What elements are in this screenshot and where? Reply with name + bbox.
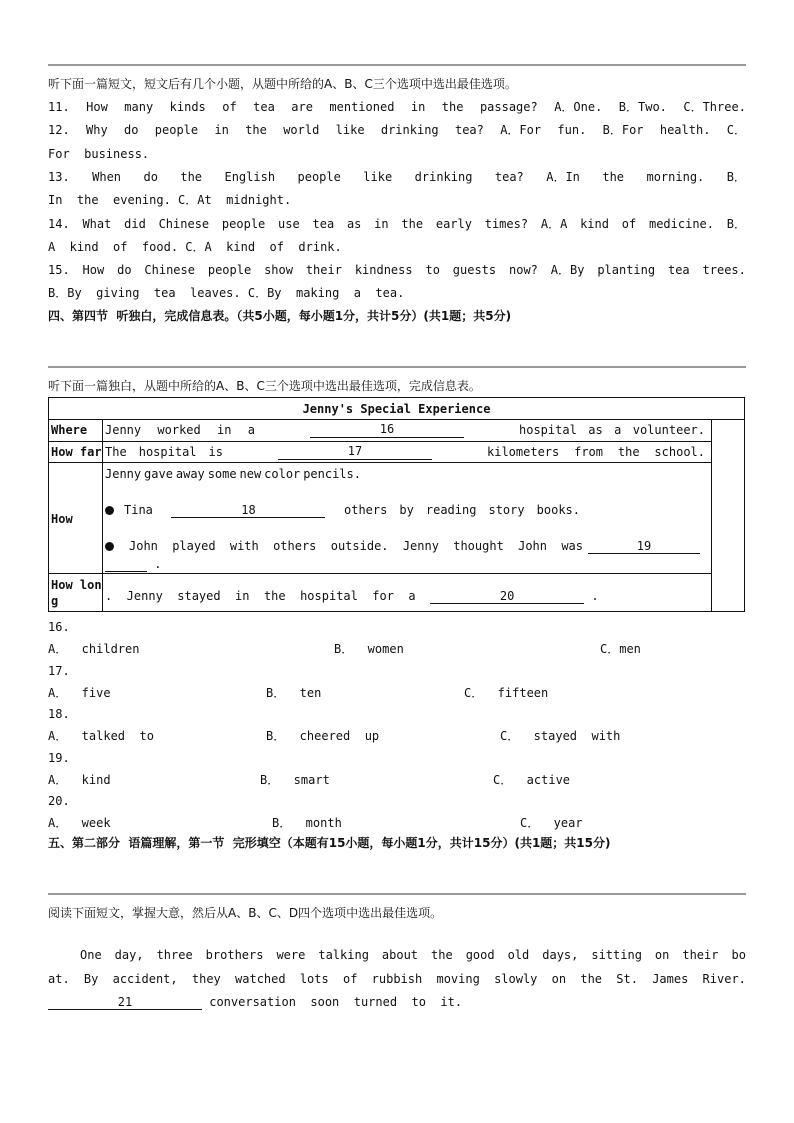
blank-17[interactable]: 17 xyxy=(278,444,432,460)
word: the xyxy=(245,123,267,137)
word: 13. xyxy=(48,170,70,184)
word: in xyxy=(217,423,232,437)
option-a[interactable]: A． week xyxy=(48,816,111,830)
word: the xyxy=(580,972,603,986)
row-label-how-long: How lon xyxy=(51,578,102,592)
word: worked xyxy=(157,423,201,437)
word: do xyxy=(124,123,139,137)
word: people xyxy=(207,263,252,277)
option-a[interactable]: A． talked to xyxy=(48,729,154,743)
section-5-heading: 五、第二部分 语篇理解，第一节 完形填空（本题有15小题，每小题1分，共计15分）(共1题；共15分) xyxy=(48,836,611,850)
word: hospital xyxy=(138,445,197,459)
word: gave xyxy=(144,467,173,481)
word: people xyxy=(221,217,266,231)
word: do xyxy=(143,170,158,184)
word: story xyxy=(488,503,525,517)
option-b[interactable]: B． women xyxy=(334,642,404,656)
word: accident, xyxy=(112,972,178,986)
word: at. xyxy=(48,972,70,986)
option-a[interactable]: A． kind xyxy=(48,772,111,787)
word: they xyxy=(191,972,221,986)
question-15 xyxy=(48,262,746,278)
blank-18[interactable]: 18 xyxy=(171,503,325,518)
word: school. xyxy=(654,445,705,459)
word: trees. xyxy=(702,263,746,277)
option-b[interactable]: B． smart xyxy=(260,772,330,787)
passage-line-1 xyxy=(80,947,746,963)
word: is xyxy=(208,445,223,459)
word: Chinese xyxy=(158,217,210,231)
part3-instruction: 听下面一篇短文，短文后有几个小题，从题中所给的A、B、C三个选项中选出最佳选项。 xyxy=(48,77,517,91)
word: played xyxy=(172,539,216,553)
word: their xyxy=(305,263,342,277)
word: brothers xyxy=(205,948,264,962)
word: Jenny xyxy=(402,539,439,553)
word: sitting xyxy=(591,948,642,962)
word: on xyxy=(654,948,670,962)
option-c[interactable]: C． fifteen xyxy=(464,685,549,700)
question-12 xyxy=(48,122,746,138)
question-15-cont: B．By giving tea leaves. C．By making a tea. xyxy=(48,286,405,300)
word: outside. xyxy=(330,539,389,553)
word: the xyxy=(602,170,625,184)
question-13-cont: In the evening. C．At midnight. xyxy=(48,193,292,207)
word: three xyxy=(156,948,193,962)
word: the xyxy=(431,948,453,962)
row-how-long-text: . Jenny stayed in the hospital for a 20 . xyxy=(105,589,599,603)
word: B． xyxy=(726,217,746,231)
word: guests xyxy=(452,263,497,277)
word: a xyxy=(614,423,622,437)
word: kilometers xyxy=(487,445,560,459)
word: about xyxy=(381,948,419,962)
word: reading xyxy=(425,503,477,517)
word: drinking xyxy=(380,123,439,137)
word: medicine. xyxy=(648,217,714,231)
word: pencils. xyxy=(303,467,361,481)
section-divider xyxy=(48,893,746,895)
word: do xyxy=(117,263,132,277)
how-line-john xyxy=(105,538,700,554)
word: St. xyxy=(616,972,638,986)
word: a xyxy=(247,423,255,437)
word: now? xyxy=(509,263,538,277)
option-b[interactable]: B． month xyxy=(272,816,342,830)
word: in xyxy=(410,100,426,114)
part5-instruction: 阅读下面短文，掌握大意，然后从A、B、C、D四个选项中选出最佳选项。 xyxy=(48,906,443,920)
word: show xyxy=(264,263,293,277)
word: days, xyxy=(542,948,579,962)
word: 11. xyxy=(48,100,70,114)
word: watched xyxy=(235,972,286,986)
word: from xyxy=(574,445,604,459)
word: tea xyxy=(312,217,335,231)
word: How xyxy=(82,263,105,277)
word: early xyxy=(435,217,472,231)
row-label-how-far: How far xyxy=(51,445,102,459)
word: of xyxy=(222,100,237,114)
word: mentioned xyxy=(329,100,395,114)
question-number: 20. xyxy=(48,794,70,808)
word: were xyxy=(276,948,306,962)
word: as xyxy=(346,217,362,231)
word: C． xyxy=(726,123,746,137)
word: A．A xyxy=(540,217,568,231)
option-a[interactable]: A． children xyxy=(48,642,140,656)
row-label-how-long-wrap: g xyxy=(51,594,59,608)
word: new xyxy=(239,467,262,481)
word: did xyxy=(124,217,146,231)
word: A．By xyxy=(550,263,585,277)
word: Chinese xyxy=(144,263,195,277)
word: health. xyxy=(659,123,711,137)
word: volunteer. xyxy=(632,423,705,437)
word: people xyxy=(154,123,199,137)
word: C．Three. xyxy=(683,100,746,114)
word: bo xyxy=(731,948,746,962)
word: others xyxy=(273,539,317,553)
word: A．One. xyxy=(554,100,603,114)
word: as xyxy=(588,423,603,437)
word: tea xyxy=(667,263,690,277)
word: on xyxy=(551,972,567,986)
word: times? xyxy=(484,217,529,231)
word: By xyxy=(83,972,99,986)
passage-line-2 xyxy=(48,971,746,987)
word: books. xyxy=(536,503,580,517)
section-divider xyxy=(48,64,746,66)
word: drinking xyxy=(414,170,473,184)
word: the xyxy=(441,100,464,114)
word: moving xyxy=(436,972,480,986)
word: their xyxy=(682,948,719,962)
word: some xyxy=(207,467,237,481)
word: A．For xyxy=(500,123,542,137)
option-a[interactable]: A． five xyxy=(48,685,111,700)
question-13 xyxy=(48,169,746,185)
word: of xyxy=(342,972,358,986)
question-12-cont: For business. xyxy=(48,147,150,161)
word: tea? xyxy=(494,170,524,184)
word: good xyxy=(465,948,495,962)
word: like xyxy=(363,170,393,184)
how-line-1 xyxy=(105,466,361,482)
question-number: 18. xyxy=(48,707,70,721)
word: B．For xyxy=(602,123,644,137)
word: thought xyxy=(453,539,504,553)
word: 14. xyxy=(48,217,70,231)
how-line-john-cont: . xyxy=(105,556,161,572)
word: of xyxy=(621,217,637,231)
row-label-where: Where xyxy=(51,423,88,437)
word: the xyxy=(617,445,640,459)
word: River. xyxy=(702,972,746,986)
question-number: 17. xyxy=(48,663,70,678)
word: John xyxy=(129,539,158,553)
word: B．Two. xyxy=(618,100,667,114)
word: One xyxy=(80,948,102,962)
word: day, xyxy=(114,948,144,962)
word: old xyxy=(507,948,530,962)
word: away xyxy=(175,467,205,481)
question-11 xyxy=(48,99,746,115)
word: others xyxy=(344,503,388,517)
blank-20[interactable]: 20 xyxy=(430,589,584,604)
row-how-far-text xyxy=(105,444,705,460)
word: rubbish xyxy=(371,972,423,986)
word: When xyxy=(92,170,122,184)
bullet-icon xyxy=(105,542,114,551)
blank-19[interactable]: 19 xyxy=(588,539,700,554)
word: How xyxy=(86,100,108,114)
word: in xyxy=(374,217,389,231)
passage-line-3: 21 conversation soon turned to it. xyxy=(48,994,462,1010)
section-4-heading: 四、第四节 听独白，完成信息表。（共5小题，每小题1分，共计5分）(共1题；共5分) xyxy=(48,309,512,323)
word: people xyxy=(297,170,341,184)
word: kindness xyxy=(354,263,413,277)
word: kind xyxy=(580,217,609,231)
part4-instruction: 听下面一篇独白，从题中所给的A、B、C三个选项中选出最佳选项，完成信息表。 xyxy=(48,379,481,393)
word: like xyxy=(335,123,365,137)
word: the xyxy=(401,217,424,231)
info-table xyxy=(48,397,745,612)
question-number: 16. xyxy=(48,620,70,634)
word: lots xyxy=(299,972,329,986)
word: tea? xyxy=(454,123,484,137)
question-number: 19. xyxy=(48,750,70,765)
word: What xyxy=(82,217,112,231)
option-c[interactable]: C． active xyxy=(493,772,571,787)
word: slowly xyxy=(494,972,538,986)
word: fun. xyxy=(557,123,587,137)
word: use xyxy=(278,217,300,231)
option-c[interactable]: C． stayed with xyxy=(500,729,621,743)
question-14 xyxy=(48,216,746,232)
word: James xyxy=(652,972,689,986)
word: color xyxy=(264,467,301,481)
row-where-text xyxy=(105,422,705,438)
word: was xyxy=(561,539,583,553)
word: by xyxy=(399,503,414,517)
word: English xyxy=(224,170,276,184)
word: the xyxy=(180,170,203,184)
word: morning. xyxy=(646,170,705,184)
blank-16[interactable]: 16 xyxy=(310,422,464,438)
table-title: Jenny's Special Experience xyxy=(302,402,491,416)
question-14-cont: A kind of food. C．A kind of drink. xyxy=(48,240,342,254)
word: to xyxy=(425,263,440,277)
word: world xyxy=(283,123,320,137)
word: Jenny xyxy=(105,467,142,481)
word: 12. xyxy=(48,123,70,137)
word: 15. xyxy=(48,263,70,277)
word: B． xyxy=(726,170,746,184)
word: hospital xyxy=(519,423,577,437)
blank-21[interactable]: 21 xyxy=(48,995,202,1010)
word: are xyxy=(291,100,313,114)
option-c[interactable]: C． year xyxy=(520,816,583,830)
option-b[interactable]: B． ten xyxy=(266,685,322,700)
word: in xyxy=(214,123,229,137)
word: talking xyxy=(318,948,369,962)
section-divider xyxy=(48,366,746,368)
word: Jenny xyxy=(105,423,142,437)
word: The xyxy=(105,445,127,459)
word: John xyxy=(518,539,548,553)
word: planting xyxy=(597,263,656,277)
word: kinds xyxy=(169,100,206,114)
bullet-icon xyxy=(105,506,114,515)
word: with xyxy=(229,539,259,553)
word: many xyxy=(124,100,154,114)
word: tea xyxy=(253,100,275,114)
word: passage? xyxy=(479,100,538,114)
option-c[interactable]: C．men xyxy=(600,642,641,656)
word: Why xyxy=(86,123,108,137)
word: A．In xyxy=(546,170,580,184)
option-b[interactable]: B． cheered up xyxy=(266,729,380,743)
row-label-how: How xyxy=(51,512,73,526)
how-line-tina: Tina 18 others by reading story books. xyxy=(105,502,580,518)
